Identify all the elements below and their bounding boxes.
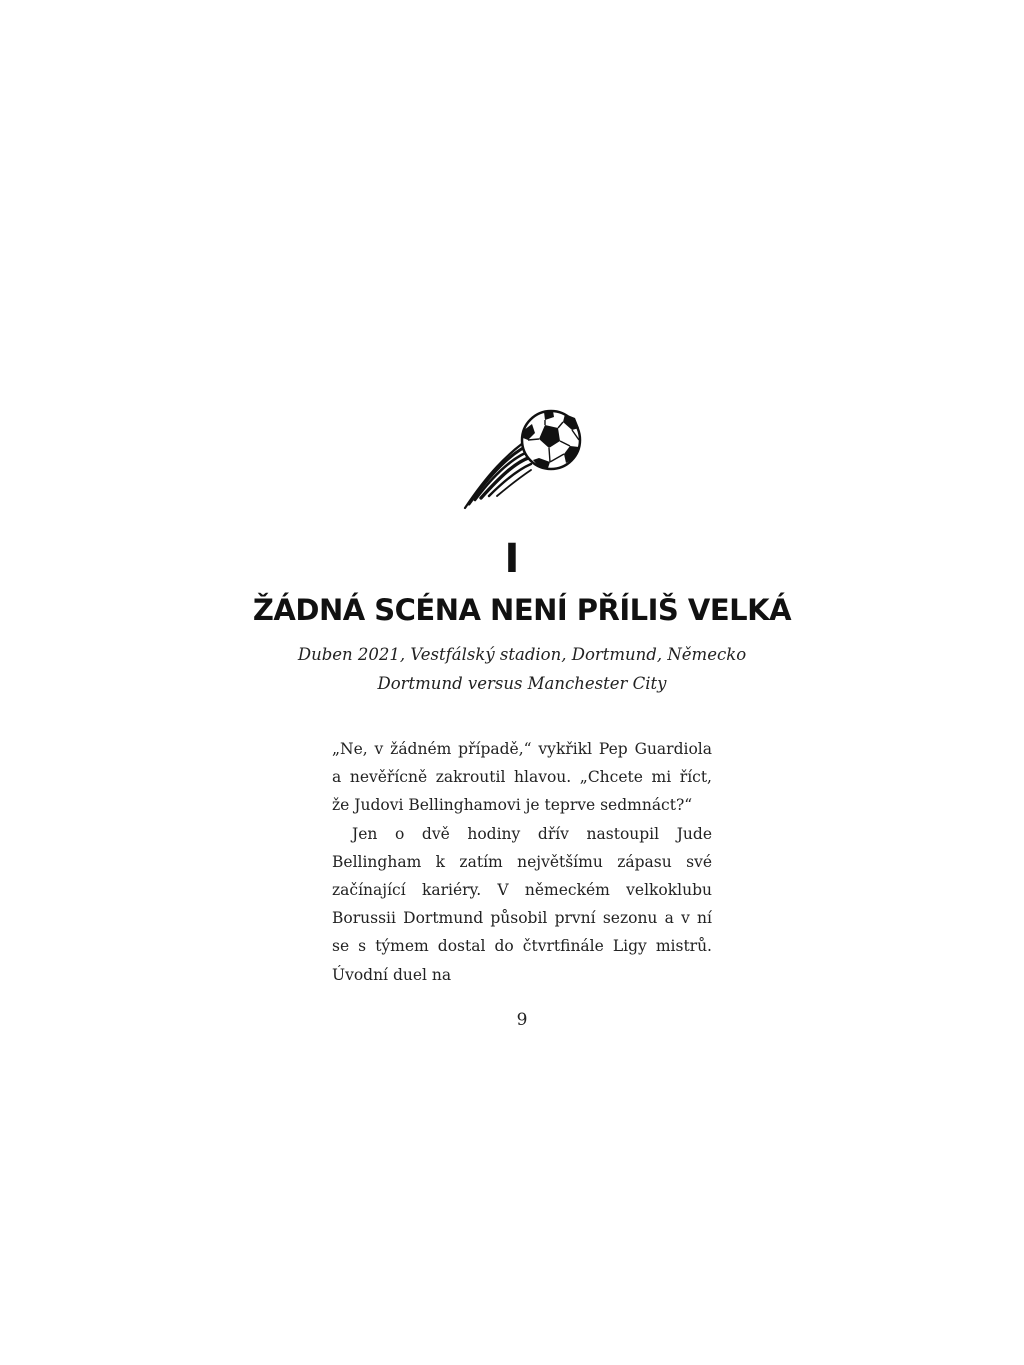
body-paragraph: „Ne, v žádném případě,“ vykřikl Pep Guardiola a nevěřícně zakroutil hlavou. „Chcete mi říct, že Judovi Bellinghamovi je teprve sedmnáct?“ bbox=[332, 740, 712, 815]
chapter-number: I bbox=[504, 536, 520, 582]
chapter-subtitle-location: Duben 2021, Vestfálský stadion, Dortmund, Německo bbox=[297, 645, 747, 664]
chapter-subtitle-match: Dortmund versus Manchester City bbox=[377, 674, 667, 693]
body-paragraph: Jen o dvě hodiny dřív nastoupil Jude Bellingham k zatím největšímu zápasu své začínající kariéry. V německém velkoklubu Borussii Dortmund působil první sezonu a v ní se s týmem dostal do čtvrtfinále Ligy mistrů. Úvodní duel na bbox=[332, 824, 712, 984]
page-number: 9 bbox=[516, 1010, 528, 1030]
soccer-ball-icon bbox=[455, 400, 590, 512]
body-text bbox=[332, 735, 712, 989]
chapter-title: ŽÁDNÁ SCÉNA NENÍ PŘÍLIŠ VELKÁ bbox=[252, 593, 792, 627]
